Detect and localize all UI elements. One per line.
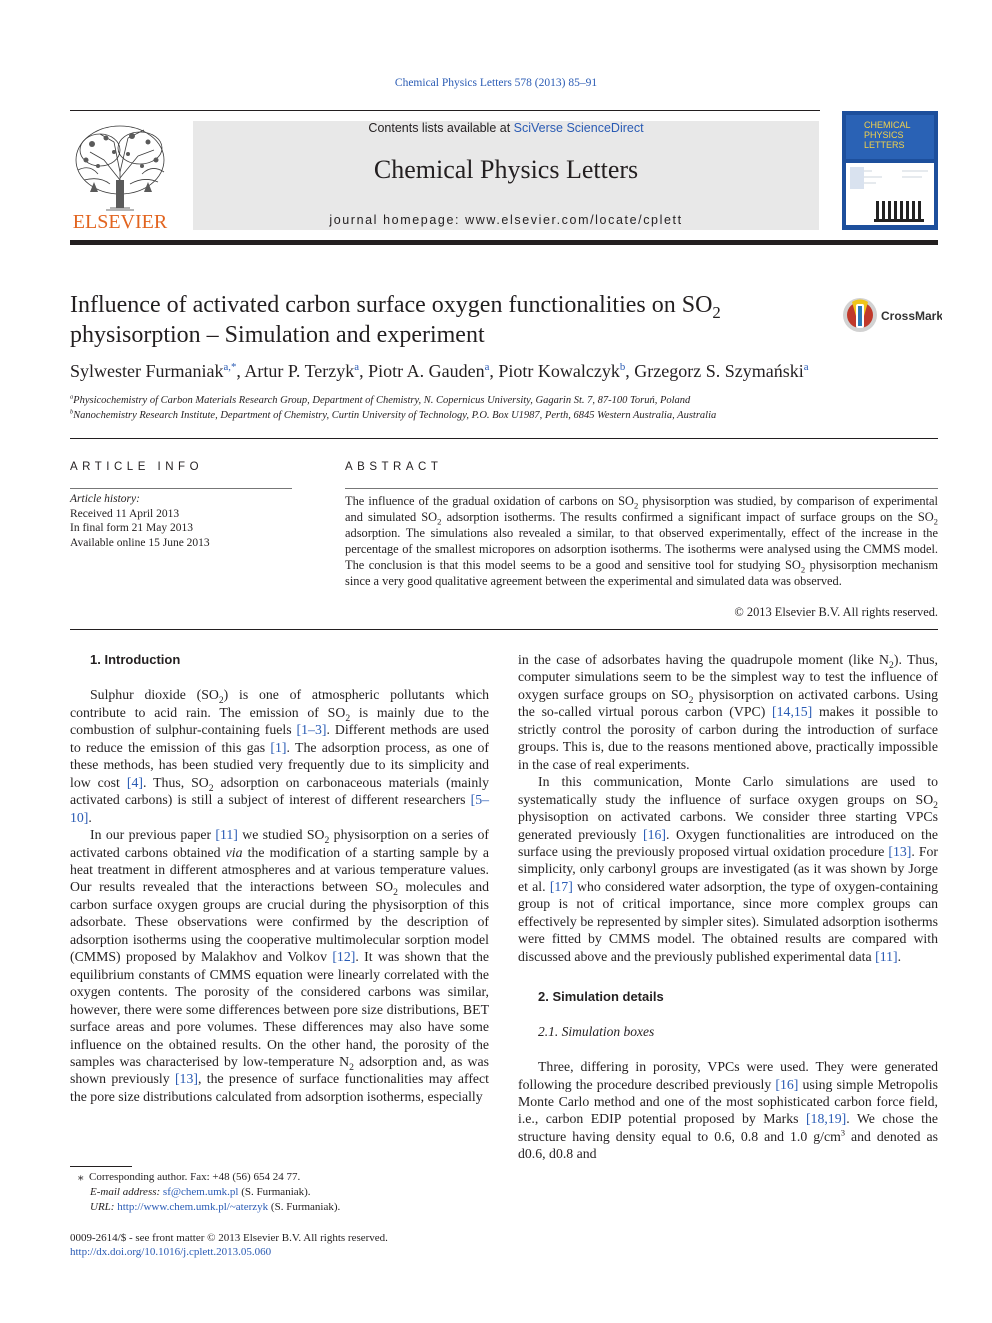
body-column-left xyxy=(70,651,489,1105)
elsevier-tree-icon xyxy=(70,120,170,232)
abstract-segment: adsorption. The simulations also revealed a similar, to that observed experimentally, effect of the increase in the percentage of the smallest micropores on adsorption isotherms. The isotherms were analysed using the CMMS model. The conclusion is that this model seems to be a good and sensitive tool for studying SO xyxy=(345,526,938,572)
subscript: 2 xyxy=(889,659,894,671)
section-heading-introduction: 1. Introduction xyxy=(90,652,181,667)
subscript: 2 xyxy=(688,694,694,706)
affiliation-text: Physicochemistry of Carbon Materials Research Group, Department of Chemistry, N. Copernicus University, Gagarin St. 7, 87-100 Toruń, Poland xyxy=(73,395,691,406)
author xyxy=(70,361,244,381)
text: is mainly due to the combustion of sulphur-containing fuels xyxy=(70,704,490,738)
affiliation-rule xyxy=(70,438,938,439)
author-affil-mark[interactable]: a xyxy=(484,361,490,373)
url-link[interactable]: http://www.chem.umk.pl/~aterzyk xyxy=(117,1201,269,1213)
elsevier-logo xyxy=(70,120,170,232)
crossmark-label: CrossMark xyxy=(881,309,942,323)
paragraph xyxy=(518,1058,938,1163)
front-matter-line: 0009-2614/$ - see front matter © 2013 Elsevier B.V. All rights reserved. xyxy=(70,1232,388,1244)
text: . For simplicity, only carbonyl groups are investigated (as it was shown by Jorge et al. xyxy=(518,843,938,894)
text: . Thus, SO xyxy=(142,774,209,790)
text: . Oxygen functionalities are introduced on the surface using the previously proposed virtual oxidation procedure xyxy=(518,826,939,859)
email-link[interactable]: sf@chem.umk.pl xyxy=(162,1186,239,1198)
author-name: Piotr A. Gauden xyxy=(368,361,485,381)
author-name: Piotr Kowalczyk xyxy=(498,361,620,381)
citation-link[interactable]: [18,19] xyxy=(805,1111,847,1127)
subscript: 2 xyxy=(349,1061,354,1073)
subscript: 2 xyxy=(393,887,398,899)
article-info-heading: ARTICLE INFO xyxy=(70,461,204,473)
article-history xyxy=(70,492,210,550)
author-affil-mark[interactable]: b xyxy=(619,361,626,373)
affiliation-mark: b xyxy=(70,408,74,416)
affiliation-mark: a xyxy=(70,393,74,401)
article-title xyxy=(70,290,810,350)
subscript: 2 xyxy=(437,516,442,527)
citation-link[interactable]: [16] xyxy=(775,1076,799,1092)
author-name: Artur P. Terzyk xyxy=(244,361,355,381)
text: , the presence of surface functionalities may affect the pore size distributions calculated from adsorption isotherms, especially xyxy=(70,1071,489,1104)
citation-link[interactable]: [16] xyxy=(643,826,667,842)
footnote-email xyxy=(70,1185,490,1200)
crossmark-badge[interactable] xyxy=(842,296,942,336)
citation-link[interactable]: [1–3] xyxy=(296,722,327,738)
title-subscript: 2 xyxy=(712,302,721,322)
footnote xyxy=(70,1170,490,1215)
citation-link[interactable]: [14,15] xyxy=(772,704,813,720)
body-column-right xyxy=(518,651,938,1163)
author-name: Sylwester Furmaniak xyxy=(70,361,224,381)
online-date: Available online 15 June 2013 xyxy=(70,536,210,549)
author xyxy=(498,361,634,381)
subscript: 2 xyxy=(800,564,806,575)
abstract-segment: physisorption was studied, by comparison of experimental and simulated SO xyxy=(345,494,938,524)
text: Sulphur dioxide (SO xyxy=(90,687,219,703)
masthead-rule xyxy=(70,240,938,245)
text: we studied SO xyxy=(237,827,325,843)
title-text-2: physisorption – Simulation and experiment xyxy=(70,322,485,348)
citation-link[interactable]: [4] xyxy=(126,774,143,790)
cover-title-line2: PHYSICS xyxy=(864,130,904,140)
subscript: 2 xyxy=(933,516,938,527)
title-text-1: Influence of activated carbon surface oxygen functionalities on SO xyxy=(70,292,713,318)
subscript: 2 xyxy=(933,799,938,811)
elsevier-wordmark: ELSEVIER xyxy=(72,211,168,232)
text: . The adsorption process, as one of these methods, has been studied very frequently due to its simplicity and low cost xyxy=(70,739,489,790)
citation-link[interactable]: [11] xyxy=(215,827,238,843)
subscript: 2 xyxy=(633,500,639,511)
paragraph xyxy=(518,651,938,773)
text: . xyxy=(897,948,902,964)
author-list xyxy=(70,361,940,382)
abstract-segment: The influence of the gradual oxidation of carbons on SO xyxy=(345,494,634,508)
author-affil-mark[interactable]: a,* xyxy=(223,361,237,373)
citation-link[interactable]: [12] xyxy=(332,949,356,965)
affiliation-a xyxy=(70,395,940,406)
sciencedirect-link[interactable]: SciVerse ScienceDirect xyxy=(513,121,644,135)
citation-link[interactable]: [1] xyxy=(270,739,287,755)
section-heading-simulation: 2. Simulation details xyxy=(538,989,664,1005)
text: . Different methods are used to reduce the emission of this gas xyxy=(70,722,489,755)
abstract-bottom-rule xyxy=(70,629,938,630)
text: Three, differing in porosity, VPCs were used. They were generated following the procedure described previously xyxy=(518,1059,938,1092)
homepage-label: journal homepage: xyxy=(329,213,466,227)
cover-title-line1: CHEMICAL xyxy=(864,120,911,130)
text: . We chose the structure having density equal to 0.6, 0.8 and 1.0 g/cm xyxy=(518,1111,939,1144)
author-separator: , xyxy=(236,361,245,381)
text: . It was shown that the equilibrium constants of CMMS equation were linearly correlated with the oxygen contents. The porosity of the considered carbons was similar, however, there were some differences between pore size distributions, BET surface areas and pore volumes. These differences may also have some influence on the obtained results. On the other hand, the porosity of the samples was characterised by low-temperature N xyxy=(70,949,489,1069)
abstract-rule xyxy=(345,488,938,489)
text: physisoption on activated carbons. We consider three starting VPCs generated previously xyxy=(518,809,938,842)
text: In this communication, Monte Carlo simulations are used to systematically study the influence of surface oxygen groups on SO xyxy=(518,774,938,807)
subscript: 2 xyxy=(208,782,214,794)
footnote-star: ⁎ xyxy=(78,1171,84,1183)
abstract-segment: adsorption isotherms. The results confirmed a significant impact of surface groups on the SO xyxy=(441,510,934,524)
text: adsorption on carbonaceous materials (mainly activated carbons) is still a subject of interest of different researchers xyxy=(70,774,490,808)
citation-link[interactable]: [5–10] xyxy=(70,792,489,825)
text: . xyxy=(88,809,92,825)
contents-prefix: Contents lists available at xyxy=(368,121,514,135)
subsection-heading-boxes: 2.1. Simulation boxes xyxy=(538,1023,655,1039)
text: adsorption and, as was shown previously xyxy=(70,1053,489,1087)
author xyxy=(244,361,368,381)
header-rule xyxy=(70,110,820,111)
subscript: 2 xyxy=(324,834,330,846)
citation-link[interactable]: [11] xyxy=(875,948,898,964)
author-name: Grzegorz S. Szymański xyxy=(634,361,804,381)
contents-line xyxy=(193,121,819,135)
citation-link[interactable]: [13] xyxy=(174,1071,198,1087)
journal-homepage xyxy=(193,213,819,227)
url-label: URL: xyxy=(90,1201,118,1213)
revised-date: In final form 21 May 2013 xyxy=(70,522,193,535)
doi-link[interactable]: http://dx.doi.org/10.1016/j.cplett.2013.05.060 xyxy=(70,1246,272,1258)
affiliation-b xyxy=(70,410,940,421)
text: and denoted as d0.6, d0.8 and xyxy=(518,1128,939,1162)
footnote-rule xyxy=(70,1166,132,1167)
journal-citation[interactable]: Chemical Physics Letters 578 (2013) 85–91 xyxy=(394,77,598,89)
text: the modification of a starting sample by a heat treatment in different atmospheres and at various temperature values. Our results revealed that the interactions between SO xyxy=(70,844,489,895)
homepage-link[interactable]: www.elsevier.com/locate/cplett xyxy=(465,213,683,227)
author-affil-mark[interactable]: a xyxy=(803,361,809,373)
superscript: 3 xyxy=(840,1128,845,1138)
abstract-copyright: © 2013 Elsevier B.V. All rights reserved. xyxy=(734,605,938,619)
paragraph xyxy=(518,773,938,965)
subscript: 2 xyxy=(345,712,351,724)
footnote-url xyxy=(70,1200,490,1215)
author-separator: , xyxy=(489,361,499,381)
text: who considered water adsorption, the type of oxygen-containing group is not of critical importance, since more complex groups can effectively be represented by simpler sites). Simulated adsorption isotherms were fitted by CMMS model. The obtained results are compared with discussed above and the previously published experimental data xyxy=(518,878,938,964)
issn-block xyxy=(70,1231,490,1259)
text: ) is one of atmospheric pollutants which contribute to acid rain. The emission of SO xyxy=(70,687,489,720)
received-date: Received 11 April 2013 xyxy=(70,507,180,520)
text: In our previous paper xyxy=(90,827,216,843)
url-owner: (S. Furmaniak). xyxy=(268,1201,341,1213)
journal-cover xyxy=(842,111,938,230)
email-owner: (S. Furmaniak). xyxy=(238,1186,311,1198)
author-affil-mark[interactable]: a xyxy=(354,361,360,373)
author-separator: , xyxy=(359,361,369,381)
citation-link[interactable]: [17] xyxy=(549,878,573,894)
abstract-text xyxy=(345,493,938,589)
text: physisorption on a series of activated carbons obtained xyxy=(70,827,489,860)
author-separator: , xyxy=(625,361,635,381)
journal-title: Chemical Physics Letters xyxy=(373,155,639,184)
article-info-rule xyxy=(70,488,292,489)
affiliation-text: Nanochemistry Research Institute, Department of Chemistry, Curtin University of Technology, P.O. Box U1987, Perth, 6845 Western Australia, Australia xyxy=(73,410,717,421)
cover-title-line3: LETTERS xyxy=(864,140,905,150)
journal-masthead xyxy=(193,121,819,230)
author xyxy=(634,361,808,381)
subscript: 2 xyxy=(218,695,224,707)
footnote-corresponding xyxy=(70,1170,490,1185)
crossmark-icon xyxy=(842,296,942,336)
journal-cover-image xyxy=(842,111,938,230)
abstract-heading: ABSTRACT xyxy=(345,461,443,473)
paragraph xyxy=(70,686,489,826)
citation-link[interactable]: [13] xyxy=(888,843,912,859)
text: in the case of adsorbates having the quadrupole moment (like N xyxy=(518,652,890,667)
text: ). Thus, computer simulations seem to be the simplest way to test the influence of oxygen surface groups on SO xyxy=(518,652,938,702)
text: physisorption on activated carbons. Using the so-called virtual porous carbon (VPC) xyxy=(518,686,938,720)
abstract-segment: physisorption mechanism since a very good qualitative agreement between the experimental and simulated data was observed. xyxy=(345,558,939,588)
text-italic: via xyxy=(225,844,243,860)
email-label: E-mail address: xyxy=(90,1186,163,1198)
text: molecules and carbon surface oxygen groups are crucial during the physisorption of this adsorbate. These observations were confirmed by the description of adsorption isotherms using the cooperative multimolecular sorption model (CMMS) proposed by Malakhov and Volkov xyxy=(70,879,489,965)
paragraph xyxy=(70,826,489,1105)
text: makes it possible to strictly control the porosity of carbon during the introduction of surface groups. This is, due to the reasons mentioned above, practically impossible in the case of real experiments. xyxy=(518,704,938,772)
text: using simple Metropolis Monte Carlo method and one of the most sophisticated carbon force field, i.e., carbon EDIP potential proposed by Marks xyxy=(518,1076,938,1127)
footnote-text: Corresponding author. Fax: +48 (56) 654 24 77. xyxy=(89,1171,301,1183)
author xyxy=(368,361,498,381)
history-label: Article history: xyxy=(70,493,140,505)
